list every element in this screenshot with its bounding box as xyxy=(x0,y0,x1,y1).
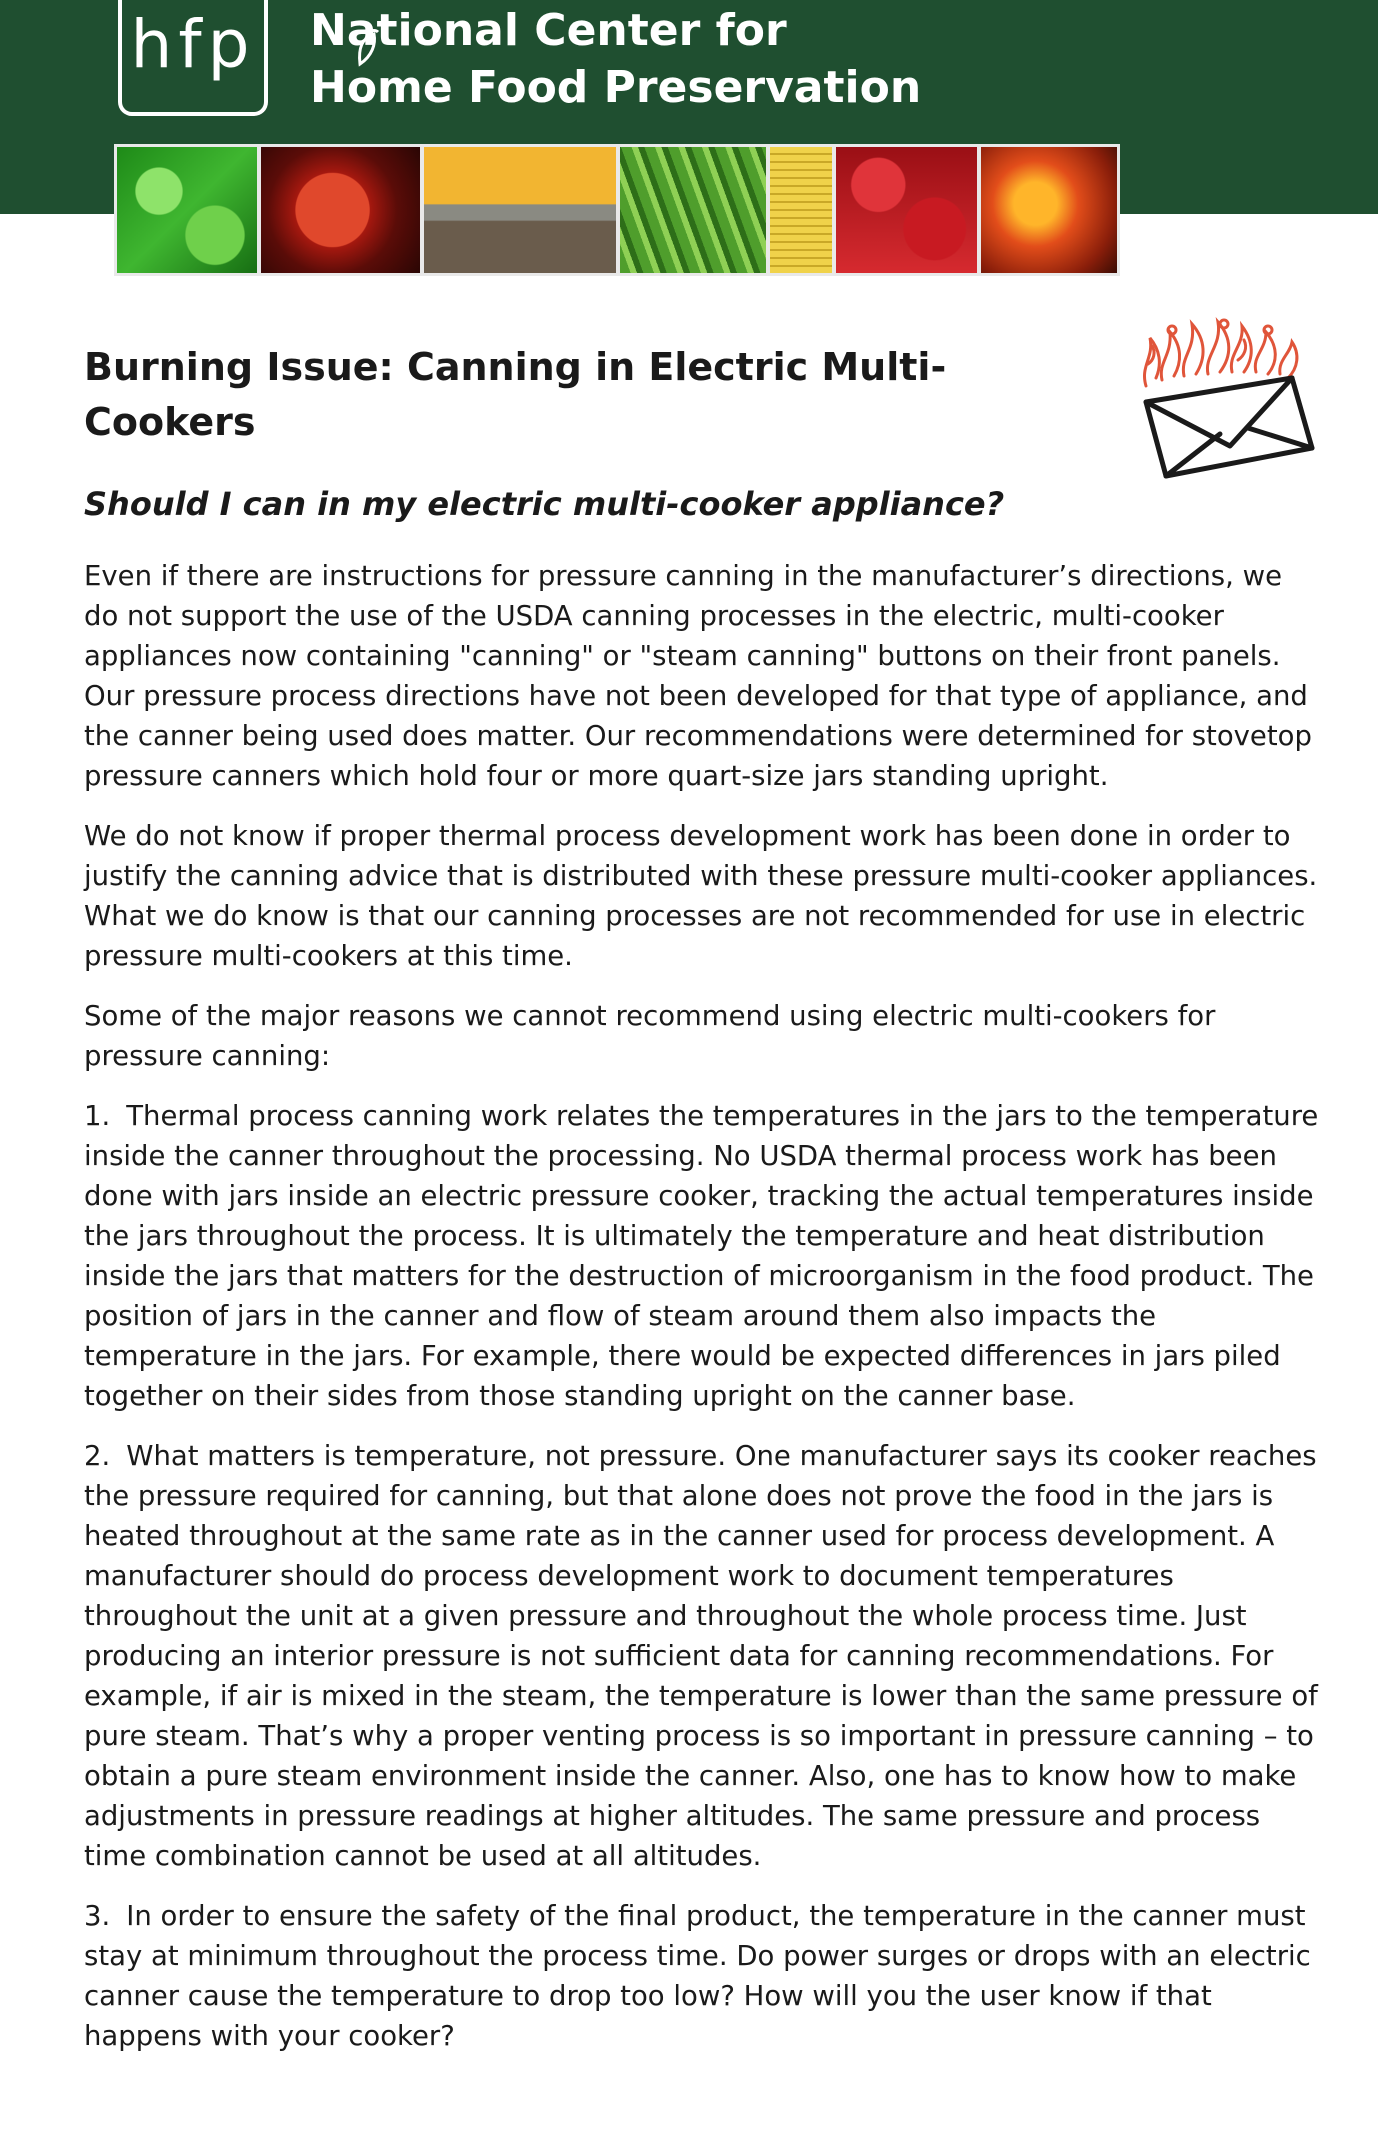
org-name-line1: National Center for xyxy=(310,5,787,56)
reason-text: Thermal process canning work relates the temperatures in the jars to the temperature inside the canner throughout the processing. No USDA thermal process work has been done with jars inside an electric pressure cooker, tracking the actual temperatures inside the jars throughout the process. It is ultimately the temperature and heat distribution inside the jars that matters for the destruction of microorganism in the food product. The position of jars in the canner and flow of steam around them also impacts the temperature in the jars. For example, there would be expected differences in jars piled together on their sides from those standing upright on the canner base. xyxy=(84,1100,1319,1412)
reason-number: 3. xyxy=(84,1900,111,1932)
green-pepper-photo xyxy=(117,147,257,273)
oranges-photo xyxy=(424,147,616,273)
page-subtitle: Should I can in my electric multi-cooker appliance? xyxy=(84,485,1005,523)
tomato-photo xyxy=(261,147,421,273)
org-name-line2: Home Food Preservation xyxy=(310,62,922,113)
reason-text: What matters is temperature, not pressure. One manufacturer says its cooker reaches the pressure required for canning, but that alone does not prove the food in the jars is heated throughout at the same rate as in the canner used for process development. A manufacturer should do process development work to document temperatures throughout the unit at a given pressure and throughout the whole process time. Just producing an interior pressure is not sufficient data for canning recommendations. For example, if air is mixed in the steam, the temperature is lower than the same pressure of pure steam. That’s why a proper venting process is so important in pressure canning – to obtain a pure steam environment inside the canner. Also, one has to know how to make adjustments in pressure readings at higher altitudes. The same pressure and process time combination cannot be used at all altitudes. xyxy=(84,1440,1318,1872)
article-body xyxy=(84,556,1324,2076)
reason-item xyxy=(84,1096,1324,1416)
reason-number: 1. xyxy=(84,1100,111,1132)
intro-paragraph: Even if there are instructions for pressure canning in the manufacturer’s directions, we do not support the use of the USDA canning processes in the electric, multi-cooker appliances now containing "canning" or "steam canning" buttons on their front panels. Our pressure process directions have not been developed for that type of appliance, and the canner being used does matter. Our recommendations were determined for stovetop pressure canners which hold four or more quart-size jars standing upright. xyxy=(84,560,1312,792)
reason-item xyxy=(84,1896,1324,2056)
reasons-intro-paragraph: Some of the major reasons we cannot recommend using electric multi-cookers for pressure canning: xyxy=(84,1000,1216,1072)
reason-number: 2. xyxy=(84,1440,111,1472)
process-paragraph: We do not know if proper thermal process development work has been done in order to justify the canning advice that is distributed with these pressure multi-cooker appliances. What we do know is that our canning processes are not recommended for use in electric pressure multi-cookers at this time. xyxy=(84,820,1318,972)
logo-text: hfp xyxy=(130,6,256,83)
reason-item xyxy=(84,1436,1324,1876)
hfp-logo[interactable] xyxy=(118,0,268,116)
okra-photo xyxy=(620,147,766,273)
produce-photo-strip xyxy=(114,144,1120,276)
burning-envelope-icon xyxy=(1132,316,1318,492)
page-title: Burning Issue: Canning in Electric Multi-Cookers xyxy=(84,345,947,444)
corn-photo xyxy=(770,147,832,273)
org-name[interactable] xyxy=(310,2,921,116)
reason-text: In order to ensure the safety of the final product, the temperature in the canner must stay at minimum throughout the process time. Do power surges or drops with an electric canner cause the temperature to drop too low? How will you the user know if that happens with your cooker? xyxy=(84,1900,1311,2052)
peaches-photo xyxy=(981,147,1117,273)
strawberries-photo xyxy=(836,147,978,273)
